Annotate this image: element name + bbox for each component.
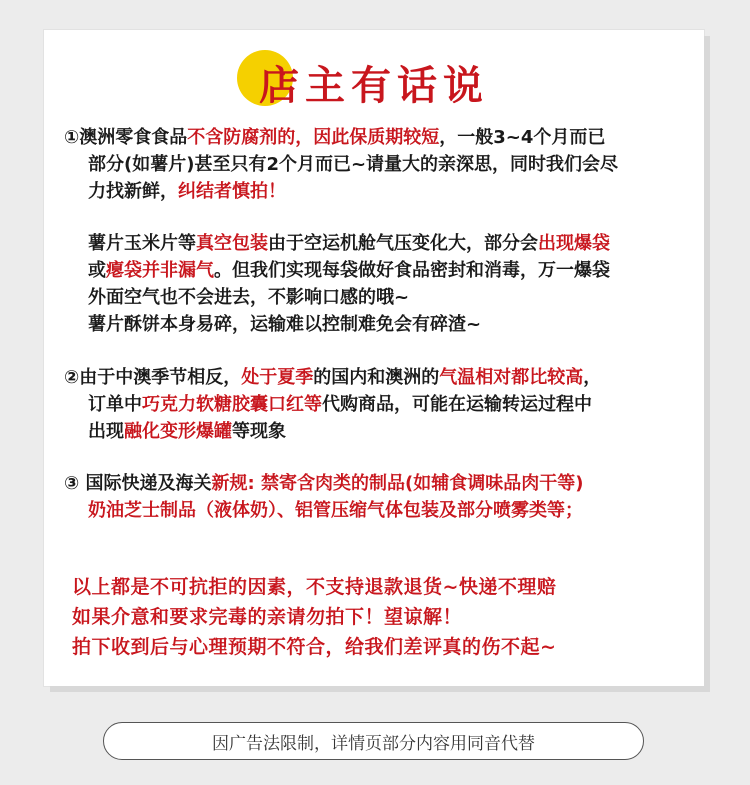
p3-text-j: 融化变形爆罐	[124, 421, 232, 442]
title-area	[44, 44, 704, 114]
ad-law-notice: 因广告法限制，详情页部分内容用同音代替	[103, 722, 644, 760]
p2-text-g: 。但我们实现每袋做好食品密封和消毒，万一爆袋	[214, 260, 610, 281]
p3-text-g: 巧克力软糖胶囊口红等	[142, 394, 322, 415]
p3-text-c: 的国内和澳洲的	[313, 367, 440, 388]
p2-text-e: 或	[88, 260, 106, 281]
disclaimer-line-3: 拍下收到后与心理预期不符合，给我们差评真的伤不起~	[72, 636, 557, 658]
p4-text-a: 国际快递及海关	[79, 473, 212, 494]
p3-line-3	[64, 418, 694, 445]
p4-text-d: 奶油芝士制品（液体奶）、铝管压缩气体包装及部分喷雾类等；	[88, 500, 583, 521]
p2-text-i: 薯片酥饼本身易碎，运输难以控制难免会有碎渣~	[88, 314, 482, 335]
p1-text-b: 不含防腐剂的，因此保质期较短	[187, 127, 440, 148]
bullet-3: ③	[64, 473, 80, 494]
p4-text-b: 新规	[211, 473, 248, 494]
p4-text-c: : 禁寄含肉类的制品(如辅食调味品肉干等)	[247, 473, 584, 494]
paragraph-2	[64, 230, 694, 338]
bullet-2: ②	[64, 367, 80, 388]
p2-text-a: 薯片玉米片等	[88, 233, 196, 254]
p1-text-c: ，一般3~4个月而已	[439, 127, 606, 148]
disclaimer-line-2: 如果介意和要求完毒的亲请勿拍下！望谅解！	[72, 606, 463, 628]
disclaimer-line-1: 以上都是不可抗拒的因素，不支持退款退货~快递不理赔	[72, 576, 557, 598]
paragraph-4	[64, 470, 694, 524]
bullet-1: ①	[64, 127, 80, 148]
p2-line-2	[64, 257, 694, 284]
p3-text-k: 等现象	[232, 421, 286, 442]
p3-text-f: 订单中	[88, 394, 142, 415]
disclaimer	[72, 572, 692, 662]
p3-text-d: 气温相对都比较高	[439, 367, 584, 388]
p2-text-b: 真空包装	[196, 233, 268, 254]
p1-text-d: 部分(如薯片)甚至只有2个月而已~请量大的亲深思，同时我们会尽	[88, 154, 619, 175]
p3-text-i: 出现	[88, 421, 124, 442]
p3-text-e: ，	[583, 367, 602, 388]
p2-text-h: 外面空气也不会进去，不影响口感的哦~	[88, 287, 410, 308]
paragraph-1	[64, 124, 694, 205]
p2-line-1	[64, 230, 694, 257]
p1-line-3	[64, 178, 694, 205]
p2-text-f: 瘪袋并非漏气	[106, 260, 214, 281]
paragraph-3	[64, 364, 694, 445]
p3-text-a: 由于中澳季节相反，	[79, 367, 242, 388]
p3-text-h: 代购商品，可能在运输转运过程中	[322, 394, 592, 415]
p3-text-b: 处于夏季	[241, 367, 314, 388]
p2-text-d: 出现爆袋	[538, 233, 610, 254]
p1-text-f: 纠结者慎拍！	[178, 181, 286, 202]
p2-text-c: 由于空运机舱气压变化大，部分会	[268, 233, 538, 254]
p3-line-2	[64, 391, 694, 418]
p1-text-a: 澳洲零食食品	[79, 127, 188, 148]
notice-card	[44, 30, 704, 686]
page-title: 店主有话说	[259, 62, 489, 109]
p1-text-e: 力找新鲜，	[88, 181, 178, 202]
